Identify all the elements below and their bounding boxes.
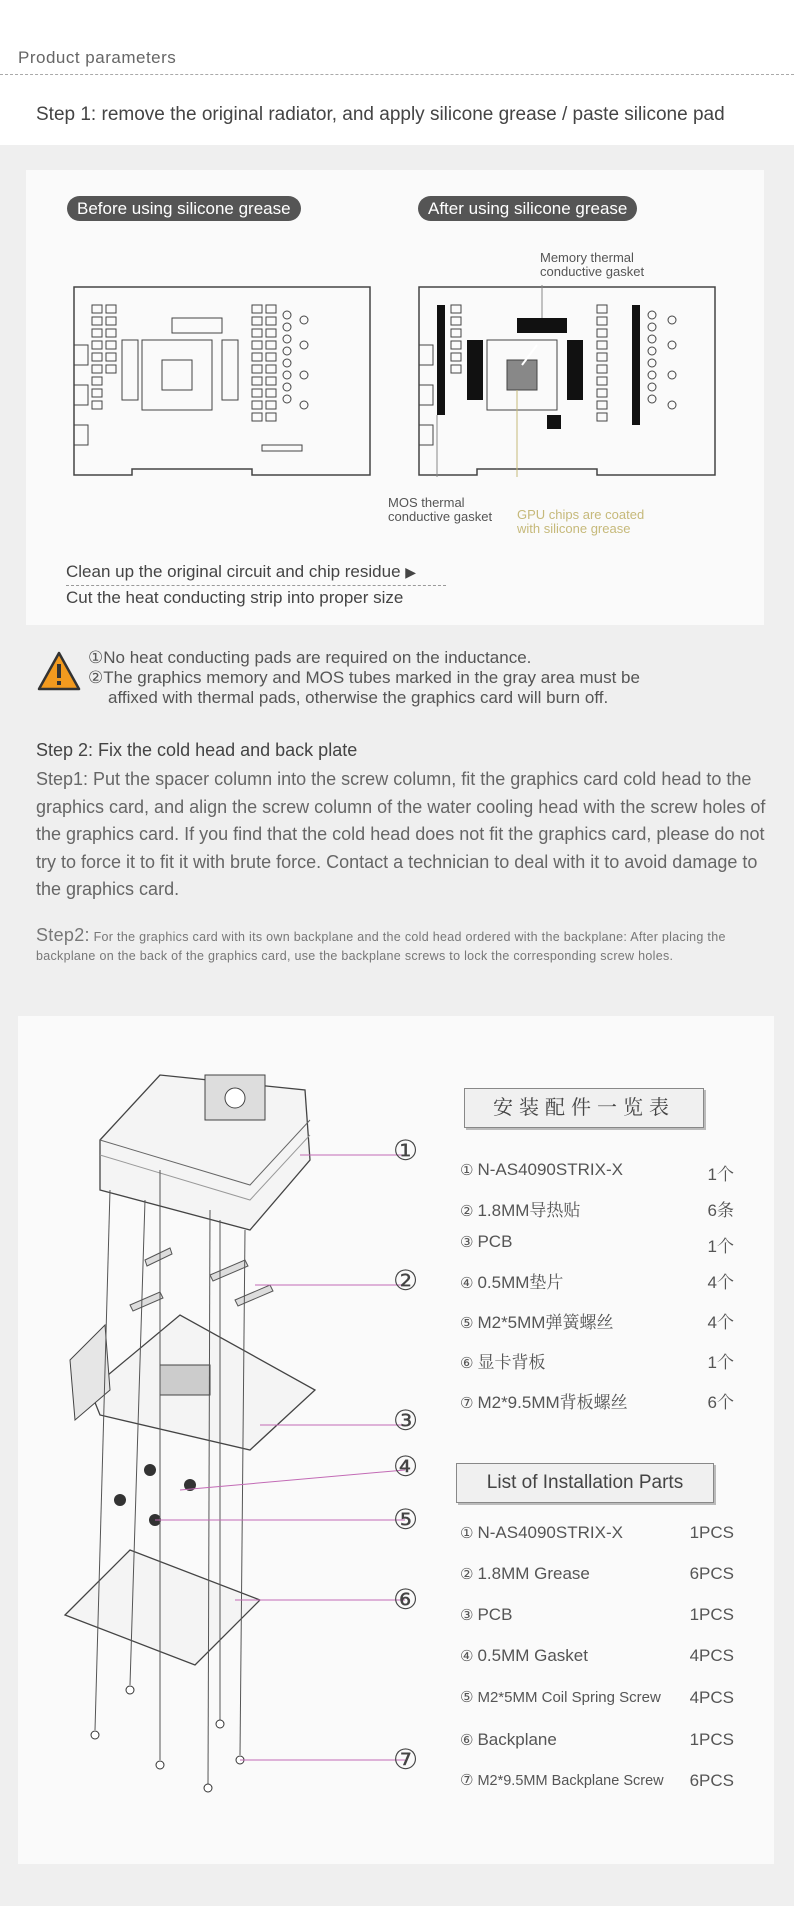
callout-1: ① [393, 1134, 419, 1167]
callout-3: ③ [393, 1404, 419, 1437]
step2-sub-label: Step2: [36, 925, 90, 945]
memory-gasket-label: Memory thermal conductive gasket [540, 250, 645, 279]
page-header-title: Product parameters [18, 48, 177, 67]
parts-en-row-5: ⑤ M2*5MM Coil Spring Screw 4PCS [460, 1688, 734, 1707]
warning-icon [36, 650, 82, 692]
gpu-grease-label: GPU chips are coated with silicone grease [517, 507, 645, 536]
step2-sub [36, 926, 756, 966]
parts-cn-row-5: ⑤ M2*5MM弹簧螺丝 4个 [460, 1313, 734, 1332]
pcb-before-diagram [72, 285, 372, 477]
parts-cn-row-4: ④ 0.5MM垫片 4个 [460, 1273, 734, 1292]
after-label: After using silicone grease [418, 196, 637, 221]
cut-instruction: Cut the heat conducting strip into proper size [66, 588, 404, 607]
step2-title: Step 2: Fix the cold head and back plate [36, 740, 358, 760]
callout-5: ⑤ [393, 1503, 419, 1536]
parts-en-row-3: ③ PCB 1PCS [460, 1605, 734, 1624]
warning-line-2: ②The graphics memory and MOS tubes marked in the gray area must be [88, 668, 640, 687]
clean-divider [66, 585, 446, 586]
callout-4: ④ [393, 1450, 419, 1483]
parts-cn-row-6: ⑥ 显卡背板 1个 [460, 1353, 734, 1372]
step1-title: Step 1: remove the original radiator, and apply silicone grease / paste silicone pad [36, 104, 725, 125]
before-label: Before using silicone grease [67, 196, 301, 221]
parts-cn-row-3: ③ PCB 1个 [460, 1232, 734, 1256]
parts-cn-row-1: ① N-AS4090STRIX-X 1个 [460, 1160, 734, 1184]
warning-line-3: affixed with thermal pads, otherwise the graphics card will burn off. [108, 688, 609, 707]
step2-sub-text: For the graphics card with its own backplane and the cold head ordered with the backplane: After placing the backplane on the back of the graphics card, use the backplane screws to lock the corresponding screw holes. [36, 930, 726, 963]
mos-gasket-label: MOS thermal conductive gasket [388, 495, 493, 524]
parts-cn-row-2: ② 1.8MM导热贴 6条 [460, 1201, 734, 1220]
callout-2: ② [393, 1264, 419, 1297]
parts-en-row-1: ① N-AS4090STRIX-X 1PCS [460, 1523, 734, 1542]
parts-en-row-6: ⑥ Backplane 1PCS [460, 1730, 734, 1749]
parts-en-row-4: ④ 0.5MM Gasket 4PCS [460, 1646, 734, 1665]
header-divider [0, 74, 794, 75]
parts-cn-row-7: ⑦ M2*9.5MM背板螺丝 6个 [460, 1393, 734, 1412]
step2-paragraph: Step1: Put the spacer column into the screw column, fit the graphics card cold head to the graphics card, and align the screw column of the water cooling head with the screw holes of the graphics card. If you find that the cold head does not fit the graphics card, please do not try to force it to fit it with brute force. Contact a technician to deal with it to avoid damage to the graphics card. [36, 769, 766, 899]
pcb-after-diagram [417, 285, 717, 477]
arrow-right-icon: ▶ [405, 565, 417, 581]
exploded-assembly-diagram [60, 1060, 440, 1810]
parts-en-title: List of Installation Parts [456, 1463, 714, 1503]
callout-7: ⑦ [393, 1743, 419, 1776]
parts-en-row-7: ⑦ M2*9.5MM Backplane Screw 6PCS [460, 1771, 734, 1790]
callout-6: ⑥ [393, 1583, 419, 1616]
parts-cn-title: 安装配件一览表 [464, 1088, 704, 1128]
clean-instruction: Clean up the original circuit and chip residue ▶ [66, 562, 417, 581]
warning-line-1: ①No heat conducting pads are required on the inductance. [88, 648, 532, 667]
parts-en-row-2: ② 1.8MM Grease 6PCS [460, 1564, 734, 1583]
